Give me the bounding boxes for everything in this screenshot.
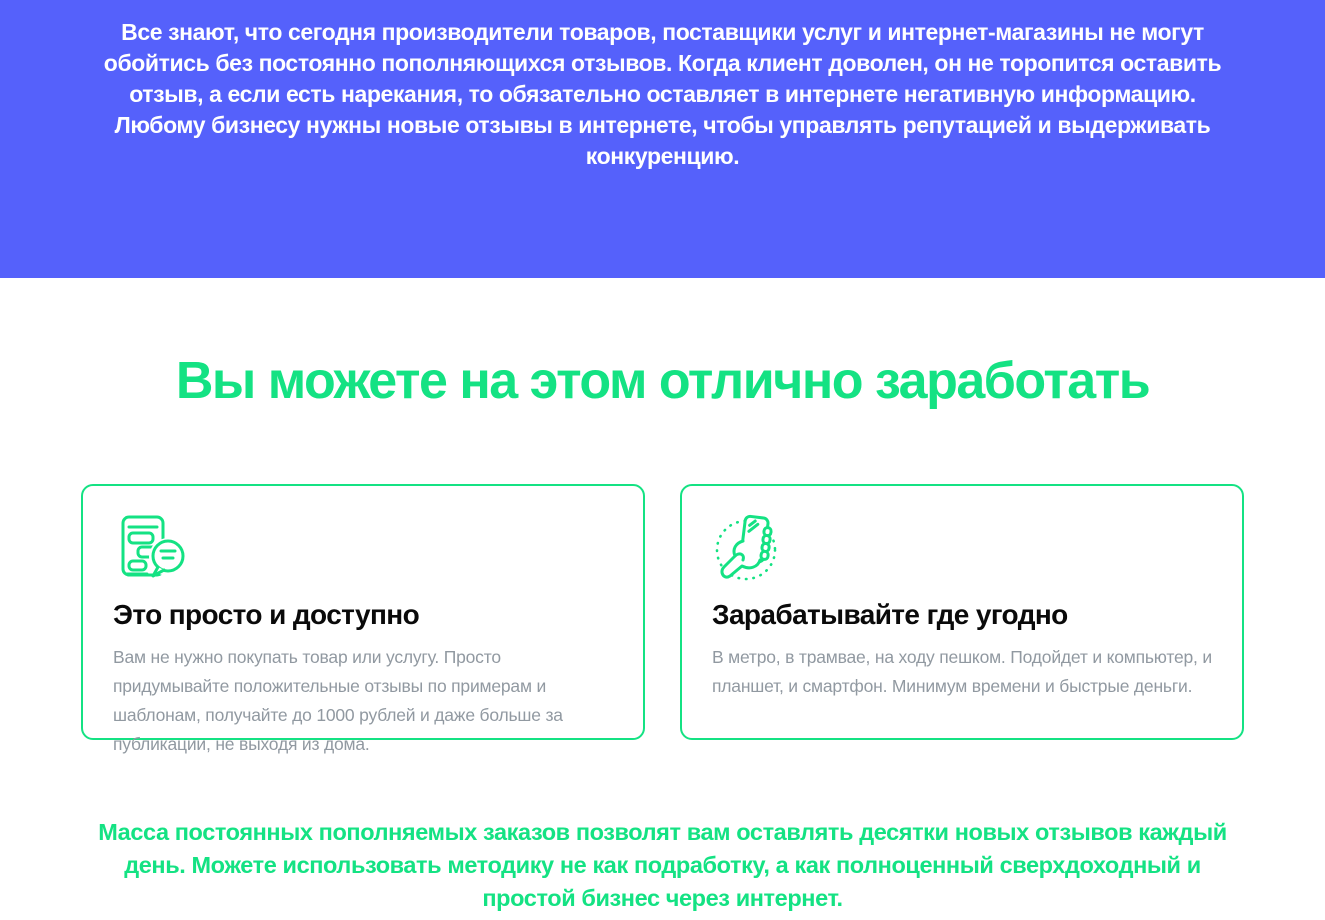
card-title: Это просто и доступно [113, 599, 420, 630]
reviews-chat-icon [113, 512, 613, 584]
card-title: Зарабатывайте где угодно [712, 599, 1068, 630]
benefit-cards-row [0, 484, 1325, 754]
benefit-card-simple [81, 484, 645, 754]
intro-banner-text: Все знают, что сегодня производители товаров, поставщики услуг и интернет-магазины не могут обойтись без постоянно пополняющихся отзывов. Когда клиент доволен, он не торопится оставить отзыв, а если есть нарекания, то обязательно оставляет в интернете негативную информацию. Любому бизнесу нужны новые отзывы в интернете, чтобы управлять репутацией и выдерживать конкуренцию. [103, 19, 1222, 169]
card-description: В метро, в трамвае, на ходу пешком. Подойдет и компьютер, и планшет, и смартфон. Минимум времени и быстрые деньги. [712, 647, 1212, 696]
footer-note-text: Масса постоянных пополняемых заказов позволят вам оставлять десятки новых отзывов каждый день. Можете использовать методику не как подработку, а как полноценный сверхдоходный и простой бизнес через интернет. [98, 819, 1227, 911]
intro-banner [0, 0, 1325, 278]
section-heading: Вы можете на этом отлично заработать [175, 352, 1150, 410]
benefit-card-anywhere [680, 484, 1244, 740]
hand-holding-phone-icon [712, 512, 1212, 584]
card-description: Вам не нужно покупать товар или услугу. Просто придумывайте положительные отзывы по примерам и шаблонам, получайте до 1000 рублей и даже больше за публикации, не выходя из дома. [113, 647, 563, 754]
